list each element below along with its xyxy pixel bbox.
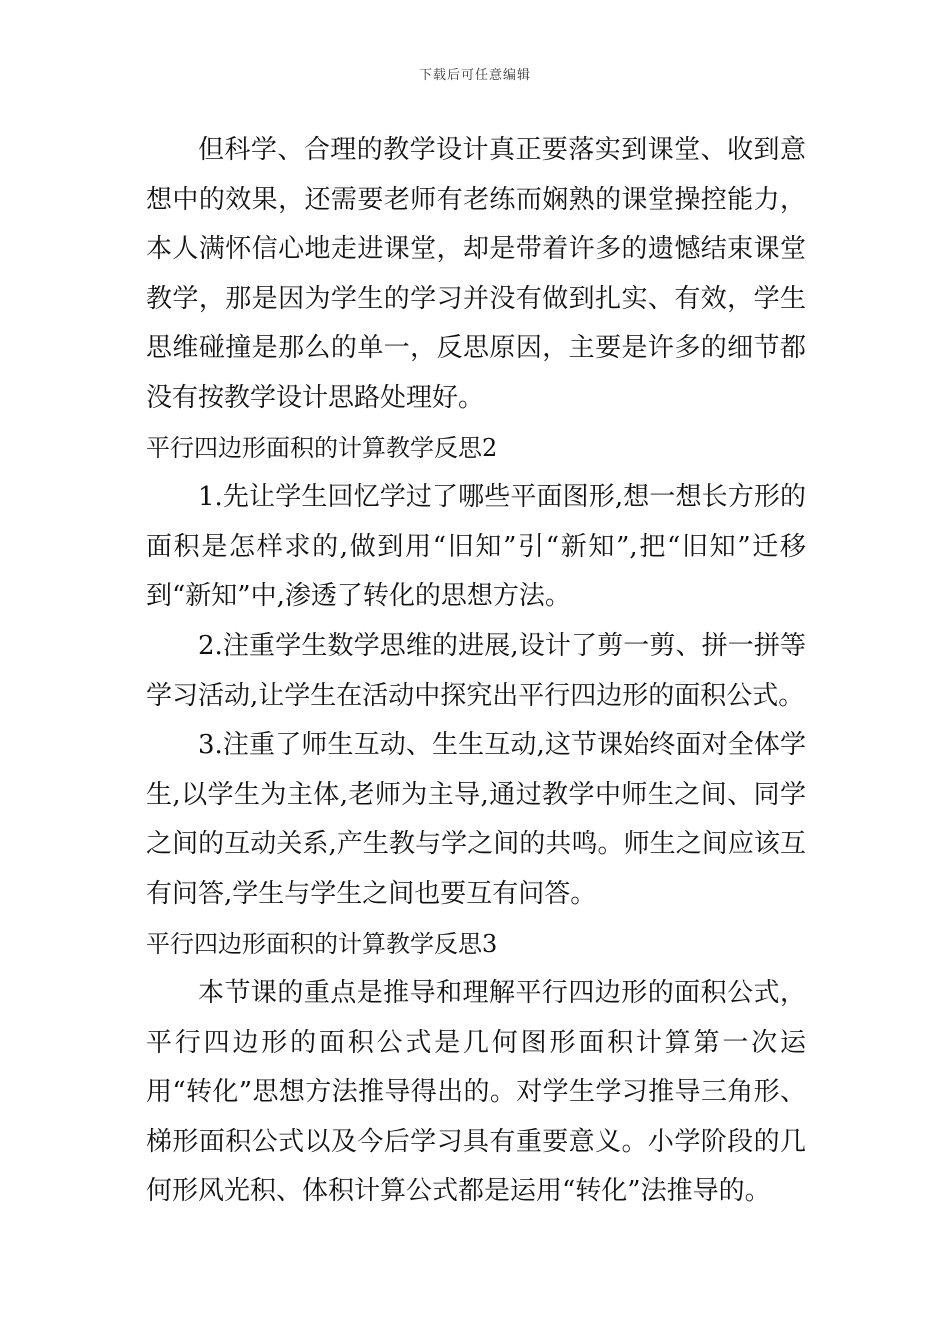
paragraph-item-3: 3.注重了师生互动、生生互动,这节课始终面对全体学生,以学生为主体,老师为主导,通过教学中师生之间、同学之间的互动关系,产生教与学之间的共鸣。师生之间应该互有问答,学生与学生之间也要互有问答。 bbox=[146, 730, 806, 909]
document-body bbox=[146, 126, 806, 1217]
section-heading-reflection-2: 平行四边形面积的计算教学反思2 bbox=[146, 433, 498, 462]
paragraph-reflection-3: 本节课的重点是推导和理解平行四边形的面积公式，平行四边形的面积公式是几何图形面积计算第一次运用“转化”思想方法推导得出的。对学生学习推导三角形、梯形面积公式以及今后学习具有重要意义。小学阶段的几何形风光积、体积计算公式都是运用“转化”法推导的。 bbox=[146, 978, 806, 1207]
section-heading-reflection-3: 平行四边形面积的计算教学反思3 bbox=[146, 929, 498, 958]
paragraph-item-2: 2.注重学生数学思维的进展,设计了剪一剪、拼一拼等学习活动,让学生在活动中探究出平行四边形的面积公式。 bbox=[146, 630, 806, 711]
header-note: 下载后可任意编辑 bbox=[418, 68, 531, 83]
paragraph-item-1: 1.先让学生回忆学过了哪些平面图形,想一想长方形的面积是怎样求的,做到用“旧知”引“新知”,把“旧知”迁移到“新知”中,渗透了转化的思想方法。 bbox=[146, 482, 806, 612]
paragraph-reflection-1-conclusion: 但科学、合理的教学设计真正要落实到课堂、收到意想中的效果，还需要老师有老练而娴熟的课堂操控能力，本人满怀信心地走进课堂，却是带着许多的遗憾结束课堂教学，那是因为学生的学习并没有做到扎实、有效，学生思维碰撞是那么的单一，反思原因，主要是许多的细节都没有按教学设计思路处理好。 bbox=[146, 135, 806, 413]
